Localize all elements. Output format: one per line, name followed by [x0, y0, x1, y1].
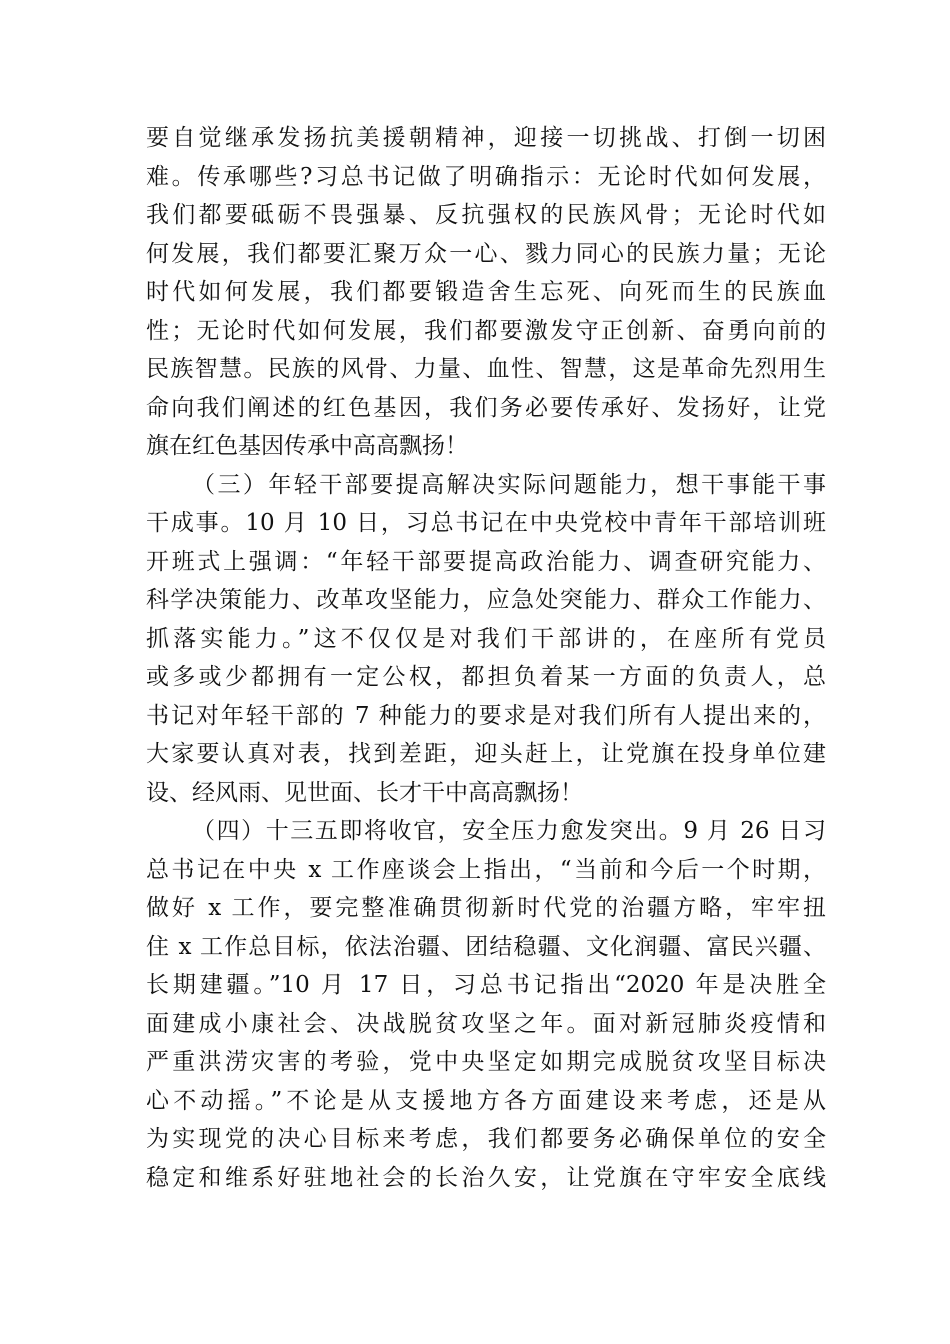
text-line: 为实现党的决心目标来考虑，我们都要务必确保单位的安全 [146, 1126, 826, 1152]
text-line: 我们都要砥砺不畏强暴、反抗强权的民族风骨；无论时代如 [146, 202, 826, 228]
text-line: 何发展，我们都要汇聚万众一心、戮力同心的民族力量；无论 [146, 240, 826, 267]
text-line: 或多或少都拥有一定公权，都担负着某一方面的负责人，总 [146, 664, 826, 690]
text-line: 心不动摇。”不论是从支援地方各方面建设来考虑，还是从 [146, 1087, 826, 1114]
text-line: 干成事。10 月 10 日，习总书记在中央党校中青年干部培训班 [146, 510, 826, 536]
text-line: 做好 x 工作，要完整准确贯彻新时代党的治疆方略，牢牢扭 [146, 895, 826, 921]
section-heading-line: （四）十三五即将收官，安全压力愈发突出。9 月 26 日习 [192, 818, 826, 844]
text-line: 要自觉继承发扬抗美援朝精神，迎接一切挑战、打倒一切困 [146, 125, 826, 151]
text-line: 书记对年轻干部的 7 种能力的要求是对我们所有人提出来的， [146, 702, 826, 729]
text-line: 科学决策能力、改革攻坚能力，应急处突能力、群众工作能力、 [146, 587, 826, 613]
text-line: 性；无论时代如何发展，我们都要激发守正创新、奋勇向前的 [146, 317, 826, 344]
text-line: 旗在红色基因传承中高高飘扬！ [146, 433, 468, 459]
text-line: 总书记在中央 x 工作座谈会上指出，“当前和今后一个时期， [146, 856, 826, 883]
text-line: 长期建疆。”10 月 17 日，习总书记指出“2020 年是决胜全 [146, 972, 826, 998]
text-line: 开班式上强调：“年轻干部要提高政治能力、调查研究能力、 [146, 548, 826, 575]
text-line: 严重洪涝灾害的考验，党中央坚定如期完成脱贫攻坚目标决 [146, 1049, 826, 1075]
text-line: 时代如何发展，我们都要锻造舍生忘死、向死而生的民族血 [146, 279, 826, 305]
text-line: 稳定和维系好驻地社会的长治久安，让党旗在守牢安全底线 [146, 1164, 826, 1191]
body-text [146, 119, 826, 1197]
text-line: 命向我们阐述的红色基因，我们务必要传承好、发扬好，让党 [146, 394, 826, 421]
text-line: 大家要认真对表，找到差距，迎头赶上，让党旗在投身单位建 [146, 741, 826, 767]
text-line: 设、经风雨、见世面、长才干中高高飘扬！ [146, 779, 583, 806]
section-heading-line: （三）年轻干部要提高解决实际问题能力，想干事能干事 [192, 471, 826, 498]
text-line: 抓落实能力。”这不仅仅是对我们干部讲的，在座所有党员 [146, 625, 826, 652]
text-line: 难。传承哪些?习总书记做了明确指示：无论时代如何发展， [146, 163, 826, 190]
text-line: 民族智慧。民族的风骨、力量、血性、智慧，这是革命先烈用生 [146, 356, 826, 382]
text-line: 住 x 工作总目标，依法治疆、团结稳疆、文化润疆、富民兴疆、 [146, 933, 826, 960]
text-line: 面建成小康社会、决战脱贫攻坚之年。面对新冠肺炎疫情和 [146, 1010, 826, 1037]
